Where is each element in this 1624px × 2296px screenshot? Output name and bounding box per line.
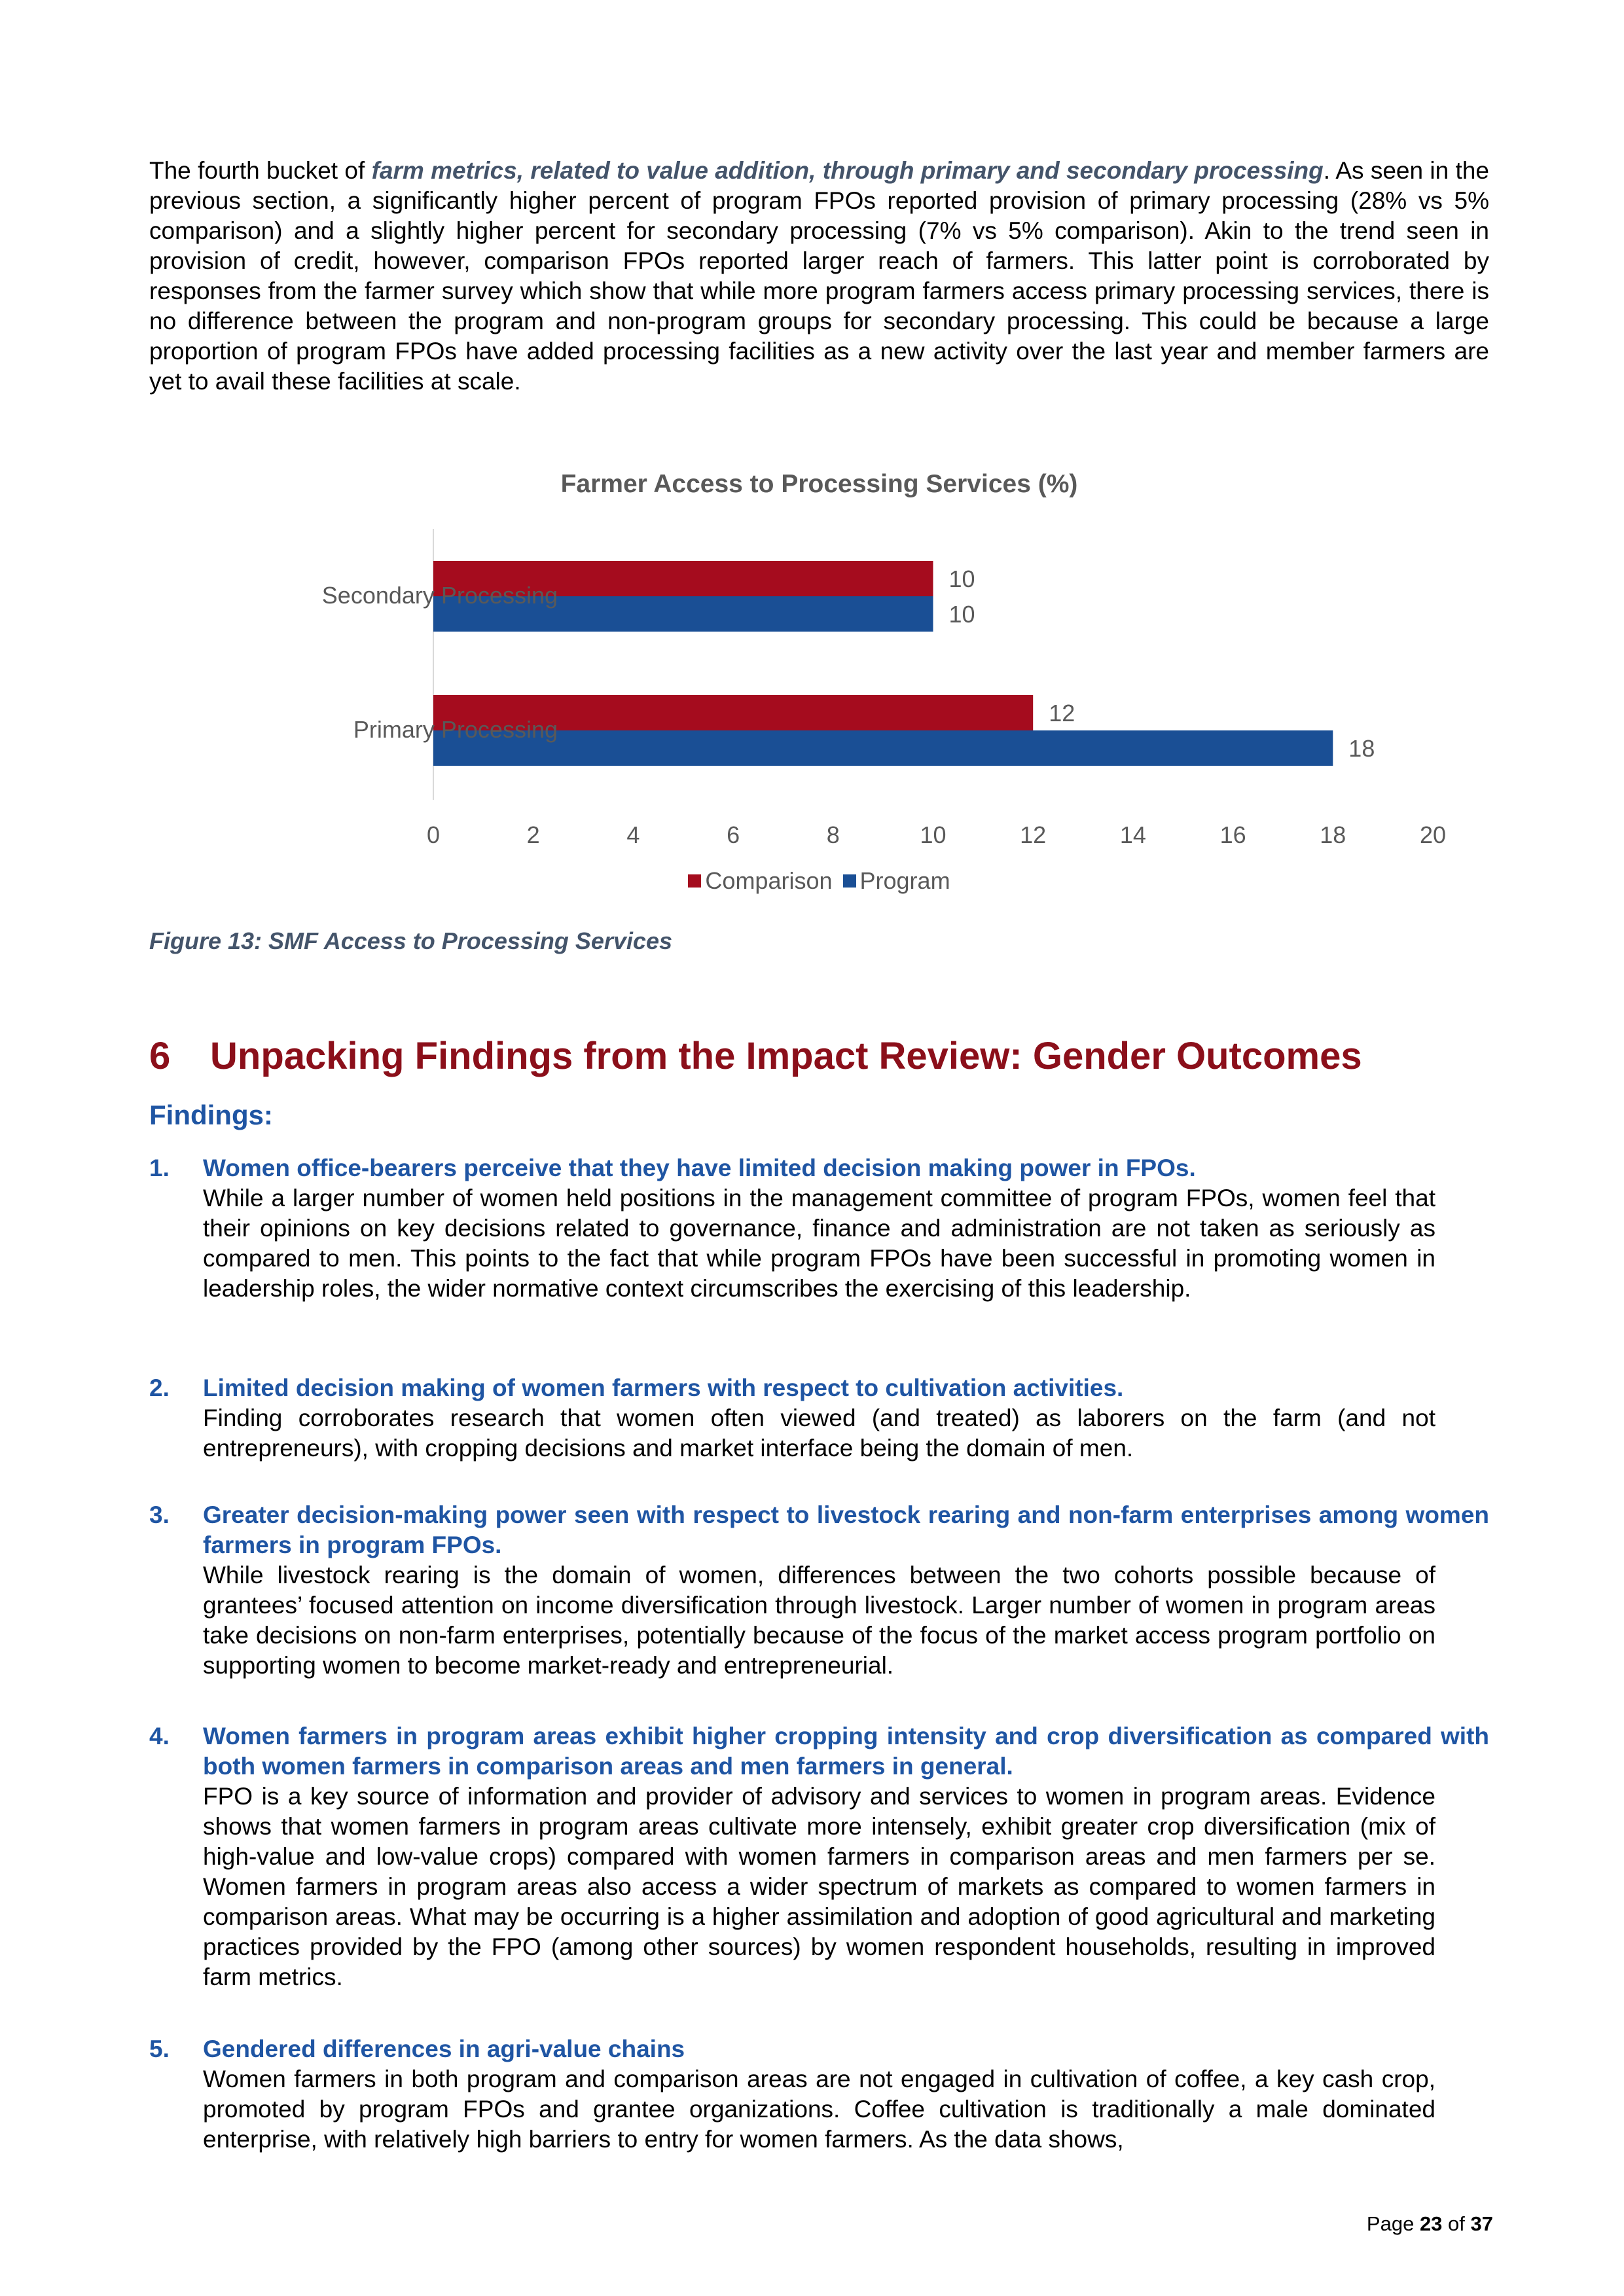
finding-item [149, 1373, 1489, 1463]
page-footer [1367, 2212, 1493, 2236]
finding-body: While a larger number of women held positions in the management committee of program FPOs, women feel that their opinions on key decisions related to governance, finance and administration are not taken as seriously as compared to men. This points to the fact that while program FPOs have been successful in promoting women in leadership roles, the wider normative context circumscribes the exercising of this leadership. [203, 1185, 1435, 1302]
x-tick-label: 16 [1219, 821, 1246, 848]
x-tick-label: 14 [1119, 821, 1146, 848]
legend-item [688, 867, 832, 895]
finding-body: While livestock rearing is the domain of women, differences between the two cohorts possible because of grantees’ focused attention on income diversification through livestock. Larger number of women in program areas take decisions on non-farm enterprises, potentially because of the focus of the market access program portfolio on supporting women to become market-ready and entrepreneurial. [203, 1562, 1435, 1679]
section-heading [149, 1034, 1362, 1078]
footer-prefix: Page [1366, 2212, 1420, 2235]
x-tick-label: 4 [626, 821, 640, 848]
chart-title: Farmer Access to Processing Services (%) [560, 470, 1078, 498]
finding-heading: Gendered differences in agri-value chains [203, 2036, 685, 2062]
data-label: 18 [1348, 735, 1375, 762]
section-number: 6 [149, 1035, 171, 1077]
x-tick-label: 12 [1020, 821, 1047, 848]
intro-paragraph [149, 156, 1489, 397]
category-label: Primary Processing [353, 716, 558, 743]
category-label: Secondary Processing [321, 582, 558, 609]
total-page-count: 37 [1470, 2212, 1493, 2235]
data-label: 10 [948, 565, 975, 592]
finding-body: FPO is a key source of information and provider of advisory and services to women in program areas. Evidence shows that women farmers in program areas cultivate more intensely, exhibit greater crop diversification (mix of high-value and low-value crops) compared with women farmers in comparison areas and men farmers per se. Women farmers in program areas also access a wider spectrum of markets as compared to women farmers in comparison areas. What may be occurring is a higher assimilation and adoption of good agricultural and marketing practices provided by the FPO (among other sources) by women respondent households, resulting in improved farm metrics. [203, 1783, 1435, 1990]
legend-swatch [843, 874, 856, 888]
finding-heading: Greater decision-making power seen with respect to livestock rearing and non-farm enterprises among women farmers in program FPOs. [203, 1501, 1489, 1558]
legend-label: Comparison [705, 867, 833, 894]
finding-heading: Women office-bearers perceive that they have limited decision making power in FPOs. [203, 1155, 1196, 1181]
chart-legend [149, 866, 1489, 895]
finding-item [149, 1500, 1489, 1681]
x-tick-label: 10 [920, 821, 947, 848]
legend-item [843, 867, 950, 895]
x-tick-label: 18 [1320, 821, 1346, 848]
finding-item [149, 1153, 1489, 1304]
x-tick-label: 6 [727, 821, 740, 848]
x-tick-label: 0 [426, 821, 441, 848]
data-label: 12 [1049, 700, 1075, 726]
finding-item [149, 1721, 1489, 1992]
section-title: Unpacking Findings from the Impact Review: Gender Outcomes [210, 1035, 1362, 1077]
finding-number: 1. [149, 1155, 170, 1181]
findings-heading: Findings: [149, 1100, 273, 1130]
finding-item [149, 2034, 1489, 2155]
x-tick-label: 20 [1419, 821, 1447, 848]
intro-prefix: The fourth bucket of [149, 157, 372, 184]
processing-access-chart [149, 458, 1489, 956]
x-tick-label: 8 [826, 821, 840, 848]
x-tick-label: 2 [526, 821, 540, 848]
bar-program-1 [433, 730, 1333, 766]
legend-swatch [688, 874, 701, 888]
finding-heading: Limited decision making of women farmers with respect to cultivation activities. [203, 1374, 1124, 1401]
finding-number: 3. [149, 1501, 170, 1528]
intro-rest: . As seen in the previous section, a significantly higher percent of program FPOs reported provision of primary processing (28% vs 5% comparison) and a slightly higher percent for secondary processing (7% vs 5% comparison). Akin to the trend seen in provision of credit, however, comparison FPOs reported larger reach of farmers. This latter point is corroborated by responses from the farmer survey which show that while more program farmers access primary processing services, there is no difference between the program and non-program groups for secondary processing. This could be because a large proportion of program FPOs have added processing facilities as a new activity over the last year and member farmers are yet to avail these facilities at scale. [149, 157, 1489, 395]
footer-middle: of [1442, 2212, 1471, 2235]
data-label: 10 [948, 601, 975, 628]
legend-label: Program [859, 867, 950, 894]
figure-caption: Figure 13: SMF Access to Processing Services [149, 927, 672, 954]
finding-number: 4. [149, 1723, 170, 1749]
finding-number: 5. [149, 2036, 170, 2062]
finding-body: Finding corroborates research that women often viewed (and treated) as laborers on the farm (and not entrepreneurs), with cropping decisions and market interface being the domain of men. [203, 1405, 1435, 1462]
current-page-number: 23 [1419, 2212, 1443, 2235]
finding-number: 2. [149, 1374, 170, 1401]
finding-heading: Women farmers in program areas exhibit higher cropping intensity and crop diversification as compared with both women farmers in comparison areas and men farmers in general. [203, 1723, 1489, 1780]
intro-emphasis: farm metrics, related to value addition, through primary and secondary processing [371, 157, 1324, 184]
finding-body: Women farmers in both program and comparison areas are not engaged in cultivation of coffee, a key cash crop, promoted by program FPOs and grantee organizations. Coffee cultivation is traditionally a male dominated enterprise, with relatively high barriers to entry for women farmers. As the data shows, [203, 2066, 1435, 2153]
